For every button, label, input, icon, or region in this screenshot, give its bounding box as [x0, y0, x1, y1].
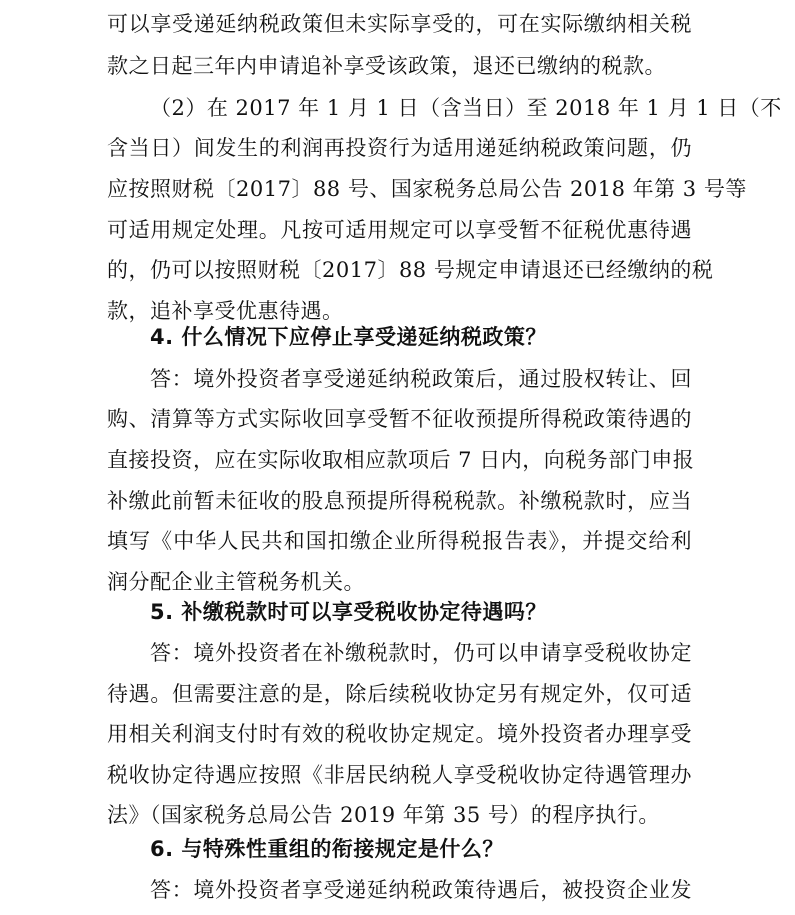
text-line: 答：境外投资者享受递延纳税政策后，通过股权转让、回: [150, 367, 692, 391]
text-line: 用相关利润支付时有效的税收协定规定。境外投资者办理享受: [107, 722, 692, 746]
section-heading-6: 6. 与特殊性重组的衔接规定是什么？: [150, 837, 504, 861]
text-line: 含当日）间发生的利润再投资行为适用递延纳税政策问题，仍: [107, 136, 692, 160]
text-line: 款之日起三年内申请追补享受该政策，退还已缴纳的税款。: [107, 54, 666, 78]
text-line: 款，追补享受优惠待遇。: [107, 299, 344, 323]
section-heading-4: 4. 什么情况下应停止享受递延纳税政策？: [150, 325, 547, 349]
text-line: 可以享受递延纳税政策但未实际享受的，可在实际缴纳相关税: [107, 12, 692, 36]
text-line: 补缴此前暂未征收的股息预提所得税税款。补缴税款时，应当: [107, 489, 692, 513]
text-line: 应按照财税〔2017〕88 号、国家税务总局公告 2018 年第 3 号等: [107, 177, 747, 201]
text-line: 法》（国家税务总局公告 2019 年第 35 号）的程序执行。: [107, 803, 660, 827]
text-line: 润分配企业主管税务机关。: [107, 570, 365, 594]
text-line: 购、清算等方式实际收回享受暂不征收预提所得税政策待遇的: [107, 407, 692, 431]
text-line: 税收协定待遇应按照《非居民纳税人享受税收协定待遇管理办: [107, 763, 692, 787]
text-line: 答：境外投资者在补缴税款时，仍可以申请享受税收协定: [150, 641, 692, 665]
text-line: 填写《中华人民共和国扣缴企业所得税报告表》，并提交给利: [107, 529, 692, 553]
text-line: 答：境外投资者享受递延纳税政策待遇后，被投资企业发: [150, 878, 692, 902]
text-line: （2）在 2017 年 1 月 1 日（含当日）至 2018 年 1 月 1 日（不: [150, 96, 782, 120]
section-heading-5: 5. 补缴税款时可以享受税收协定待遇吗？: [150, 600, 547, 624]
text-line: 待遇。但需要注意的是，除后续税收协定另有规定外，仅可适: [107, 682, 692, 706]
text-line: 可适用规定处理。凡按可适用规定可以享受暂不征税优惠待遇: [107, 218, 692, 242]
text-line: 的，仍可以按照财税〔2017〕88 号规定申请退还已经缴纳的税: [107, 258, 714, 282]
text-line: 直接投资，应在实际收取相应款项后 7 日内，向税务部门申报: [107, 448, 695, 472]
